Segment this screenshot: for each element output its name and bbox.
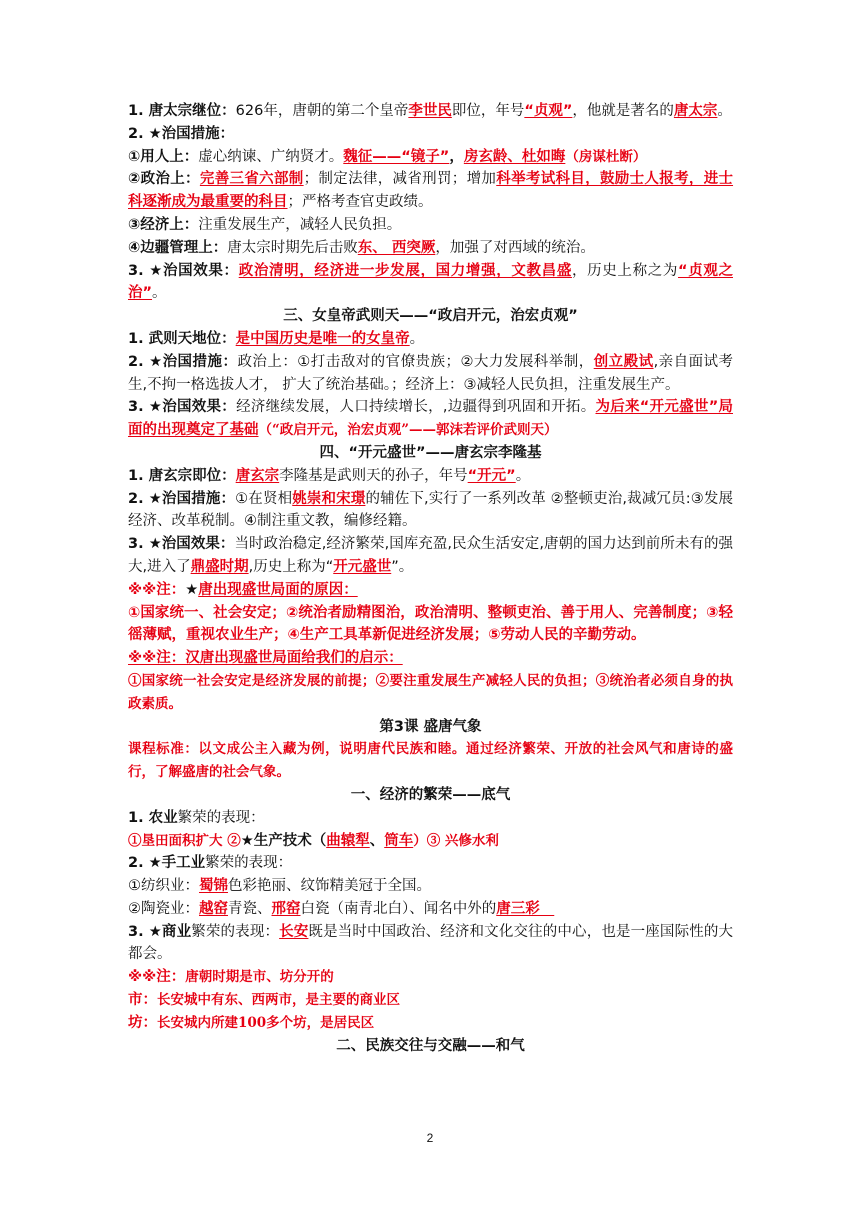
text-run: ①用人上： — [128, 148, 199, 165]
text-run: 白瓷（南青北白）、闻名中外的 — [300, 900, 497, 917]
highlighted-text: 曲辕犁 — [326, 832, 370, 849]
paragraph-line — [128, 898, 733, 921]
paragraph-line — [128, 989, 733, 1012]
text-run: 注重发展生产，减轻人民负担。 — [198, 216, 402, 233]
highlighted-text: ※※注： — [128, 581, 186, 598]
section-heading — [128, 784, 733, 807]
text-run: ,亲自面试考生,不拘一格选拔人才， 扩大了统治基础。；经济上：③减轻人民负担，注重发展生产。 — [128, 353, 734, 393]
text-run: 2. ★治国措施： — [128, 125, 235, 142]
text-run: 2. ★手工业 — [128, 855, 206, 872]
highlighted-text: 李世民 — [408, 103, 452, 119]
section-heading — [128, 305, 733, 328]
text-run: 3. ★治国效果： — [128, 536, 235, 553]
paragraph-line — [128, 807, 733, 830]
text-run: ③经济上： — [128, 216, 199, 233]
text-run: 3. ★治国效果： — [128, 399, 237, 416]
highlighted-text: 唐三彩 — [496, 900, 555, 917]
text-run: ，他就是著名的 — [572, 103, 674, 119]
text-run: ， — [449, 148, 464, 165]
paragraph-line — [128, 488, 733, 534]
highlighted-text: 长安城内所建100多个坊，是居民区 — [157, 1014, 375, 1031]
text-run: ”。 — [391, 558, 414, 575]
highlighted-text: 政治清明，经济进一步发展，国力增强，文教昌盛 — [238, 262, 572, 279]
text-run: 色彩艳丽、纹饰精美冠于全国。 — [228, 878, 431, 895]
text-run: 。 — [717, 103, 732, 119]
highlighted-text: “贞观之治” — [128, 262, 733, 302]
paragraph-line — [128, 921, 733, 967]
text-run: 、 — [369, 832, 385, 849]
highlighted-text: “开元” — [467, 467, 516, 484]
text-run: 虚心纳谏、广纳贤才。 — [198, 148, 344, 165]
paragraph-line — [128, 533, 733, 579]
highlighted-text: 蜀锦 — [199, 878, 228, 895]
highlighted-text: 邢窑 — [271, 900, 301, 917]
highlighted-text: 唐出现盛世局面的原因： — [198, 581, 358, 598]
text-run: 唐太宗时期先后击败 — [227, 239, 358, 256]
text-run: 二、民族交往与交融——和气 — [336, 1037, 525, 1054]
highlighted-text: 鼎盛时期 — [190, 558, 249, 575]
highlighted-text: ※※注： — [128, 969, 186, 986]
highlighted-text: 科举考试科目，鼓励士人报考，进士科逐渐成为最重要的科目 — [128, 171, 734, 211]
paragraph-line — [128, 830, 733, 853]
highlighted-text: 为后来“开元盛世”局面的出现奠定了基础 — [128, 399, 733, 439]
highlighted-text: 唐玄宗 — [235, 467, 280, 484]
paragraph-line — [128, 168, 733, 214]
paragraph-line — [128, 351, 733, 397]
highlighted-text: 课程标准：以文成公主入藏为例，说明唐代民族和睦。通过经济繁荣、开放的社会风气和唐诗的盛行，了解盛唐的社会气象。 — [128, 741, 733, 781]
highlighted-text: 姚崇和宋璟 — [292, 490, 366, 507]
section-heading — [128, 716, 733, 739]
text-run: 既是当时中国政治、经济和文化交往的中心，也是一座国际性的大都会。 — [128, 923, 734, 963]
highlighted-text: 长安城中有东、西两市，是主要的商业区 — [157, 992, 400, 1009]
text-run: 2. ★治国措施： — [128, 490, 236, 507]
highlighted-text: 长安 — [279, 923, 309, 940]
paragraph-line — [128, 966, 733, 989]
text-run: 经济继续发展，人口持续增长，,边疆得到巩固和开拓。 — [236, 399, 596, 416]
text-run: 626年，唐朝的第二个皇帝 — [235, 103, 409, 119]
highlighted-text: 越窑 — [199, 900, 228, 917]
paragraph-line — [128, 852, 733, 875]
paragraph-line — [128, 875, 733, 898]
text-run: 即位，年号 — [451, 103, 525, 119]
text-run: 繁荣的表现： — [205, 855, 293, 872]
text-run: 1. 武则天地位： — [128, 330, 236, 347]
text-run: 青瓷、 — [228, 900, 272, 917]
paragraph-line — [128, 602, 733, 648]
text-run: 1. 唐玄宗即位： — [128, 467, 236, 484]
text-run: ①纺织业： — [128, 878, 199, 895]
paragraph-line — [128, 328, 733, 351]
text-run: ,历史上称为“ — [248, 558, 334, 575]
paragraph-line — [128, 579, 733, 602]
paragraph-line — [128, 123, 733, 146]
text-run: 1. 唐太宗继位： — [128, 103, 236, 119]
paragraph-line — [128, 237, 733, 260]
text-run: 李隆基是武则天的孙子，年号 — [279, 467, 468, 484]
highlighted-text: 唐朝时期是市、坊分开的 — [185, 969, 334, 986]
text-run: 三、女皇帝武则天——“政启开元，治宏贞观” — [283, 308, 578, 325]
text-run: 第3课 盛唐气象 — [379, 718, 482, 735]
highlighted-text: 开元盛世 — [333, 558, 392, 575]
highlighted-text: 东、 西突厥 — [357, 239, 436, 256]
paragraph-line — [128, 670, 733, 716]
highlighted-text: ※※注：汉唐出现盛世局面给我们的启示： — [128, 650, 403, 667]
paragraph-line — [128, 647, 733, 670]
highlighted-text: ①国家统一、社会安定；②统治者励精图治，政治清明、整顿吏治、善于用人、完善制度；③轻徭薄赋，重视农业生产；④生产工具革新促进经济发展；⑤劳动人民的辛勤劳动。 — [128, 604, 733, 644]
text-run: ①在贤相 — [235, 490, 293, 507]
highlighted-text: 创立殿试 — [593, 353, 654, 370]
paragraph-line — [128, 738, 733, 784]
paragraph-line — [128, 396, 733, 442]
page-number: 2 — [426, 1131, 434, 1145]
text-run: 2. ★治国措施： — [128, 353, 238, 370]
text-run: ，加强了对西域的统治。 — [435, 239, 595, 256]
text-run: 繁荣的表现： — [191, 923, 280, 940]
text-run: 当时政治稳定,经济繁荣,国库充盈,民众生活安定,唐朝的国力达到前所未有的强大,进入了 — [128, 536, 733, 575]
highlighted-text: （房谋杜断） — [565, 148, 647, 165]
text-run: 政治上：①打击敌对的官僚贵族；②大力发展科举制， — [237, 353, 594, 370]
text-run: ★生产技术（ — [240, 832, 327, 849]
section-heading — [128, 1035, 733, 1058]
text-run: 的辅佐下,实行了一系列改革 ②整顿吏治,裁减冗员:③发展经济、改革税制。④制注重文教，编修经籍。 — [128, 490, 734, 530]
paragraph-line — [128, 260, 733, 306]
document-body — [128, 100, 733, 1057]
highlighted-text: “政启开元，治宏贞观” — [272, 422, 410, 439]
text-run: ；严格考查官吏政绩。 — [287, 194, 433, 211]
highlighted-text: ①国家统一社会安定是经济发展的前提；②要注重发展生产减轻人民的负担；③统治者必须自身的执政素质。 — [128, 672, 733, 712]
text-run: ；制定法律，减省刑罚；增加 — [303, 171, 497, 188]
text-run: 。 — [515, 467, 531, 484]
text-run: ②陶瓷业： — [128, 900, 199, 917]
highlighted-text: 市： — [128, 992, 157, 1009]
paragraph-line — [128, 100, 733, 123]
paragraph-line — [128, 214, 733, 237]
highlighted-text: 魏征——“镜子” — [343, 148, 450, 165]
text-run: 。 — [409, 330, 425, 347]
text-run: ，历史上称之为 — [571, 262, 679, 279]
paragraph-line — [128, 146, 733, 169]
highlighted-text: ）③ 兴修水利 — [413, 832, 499, 849]
highlighted-text: 唐太宗 — [673, 103, 718, 119]
text-run: 3. ★商业 — [128, 923, 192, 940]
highlighted-text: ①垦田面积扩大 ② — [128, 832, 241, 849]
highlighted-text: “贞观” — [524, 103, 573, 119]
highlighted-text: ——郭沫若评价武则天） — [409, 422, 558, 439]
highlighted-text: （ — [258, 422, 272, 439]
text-run: 。 — [152, 285, 167, 302]
text-run: 四、“开元盛世”——唐玄宗李隆基 — [319, 444, 542, 461]
paragraph-line — [128, 465, 733, 488]
text-run: ★ — [185, 581, 199, 598]
text-run: 一、经济的繁荣——底气 — [350, 786, 511, 803]
text-run: ④边疆管理上： — [128, 239, 228, 256]
text-run: 繁荣的表现： — [177, 809, 265, 826]
paragraph-line — [128, 1012, 733, 1035]
highlighted-text: 完善三省六部制 — [199, 171, 304, 188]
text-run: 1. 农业 — [128, 809, 178, 826]
highlighted-text: 筒车 — [384, 832, 414, 849]
highlighted-text: 坊： — [128, 1014, 157, 1031]
section-heading — [128, 442, 733, 465]
highlighted-text: 房玄龄、杜如晦 — [463, 148, 566, 165]
text-run: ②政治上： — [128, 171, 200, 188]
highlighted-text: 是中国历史是唯一的女皇帝 — [235, 330, 410, 347]
text-run: 3. ★治国效果： — [128, 262, 239, 279]
